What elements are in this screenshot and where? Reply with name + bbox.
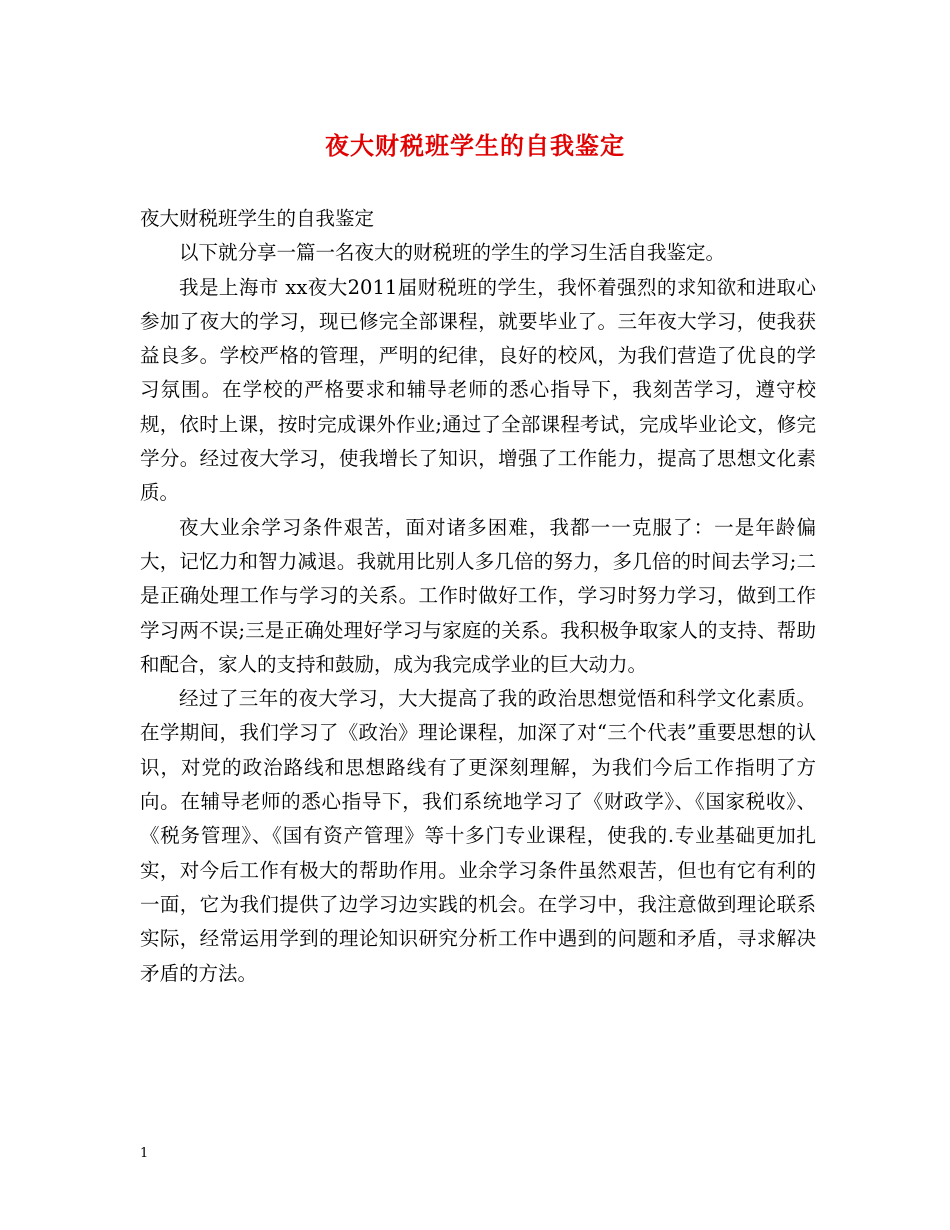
paragraph-difficulties: 夜大业余学习条件艰苦，面对诸多困难，我都一一克服了：一是年龄偏大，记忆力和智力减退。我就用比别人多几倍的努力，多几倍的时间去学习;二是正确处理工作与学习的关系。工作时做好工作，学习时努力学习，做到工作学习两不误;三是正确处理好学习与家庭的关系。我积极争取家人的支持、帮助和配合，家人的支持和鼓励，成为我完成学业的巨大动力。 <box>140 515 816 676</box>
page-number: 1 <box>140 1146 149 1161</box>
paragraph-intro: 以下就分享一篇一名夜大的财税班的学生的学习生活自我鉴定。 <box>179 241 726 265</box>
document-body <box>140 202 816 991</box>
paragraph-background: 我是上海市 xx夜大2011届财税班的学生，我怀着强烈的求知欲和进取心参加了夜大的学习，现已修完全部课程，就要毕业了。三年夜大学习，使我获益良多。学校严格的管理，严明的纪律，良好的校风，为我们营造了优良的学习氛围。在学校的严格要求和辅导老师的悉心指导下，我刻苦学习，遵守校规，依时上课，按时完成课外作业;通过了全部课程考试，完成毕业论文，修完学分。经过夜大学习，使我增长了知识，增强了工作能力，提高了思想文化素质。 <box>140 275 816 505</box>
body-heading: 夜大财税班学生的自我鉴定 <box>140 207 375 230</box>
document-title: 夜大财税班学生的自我鉴定 <box>325 131 625 160</box>
paragraph-achievements: 经过了三年的夜大学习，大大提高了我的政治思想觉悟和科学文化素质。在学期间，我们学习了《政治》理论课程，加深了对“三个代表”重要思想的认识，对党的政治路线和思想路线有了更深刻理解，为我们今后工作指明了方向。在辅导老师的悉心指导下，我们系统地学习了《财政学》、《国家税收》、《税务管理》、《国有资产管理》等十多门专业课程，使我的.专业基础更加扎实，对今后工作有极大的帮助作用。业余学习条件虽然艰苦，但也有它有利的一面，它为我们提供了边学习边实践的机会。在学习中，我注意做到理论联系实际，经常运用学到的理论知识研究分析工作中遇到的问题和矛盾，寻求解决矛盾的方法。 <box>140 687 816 985</box>
